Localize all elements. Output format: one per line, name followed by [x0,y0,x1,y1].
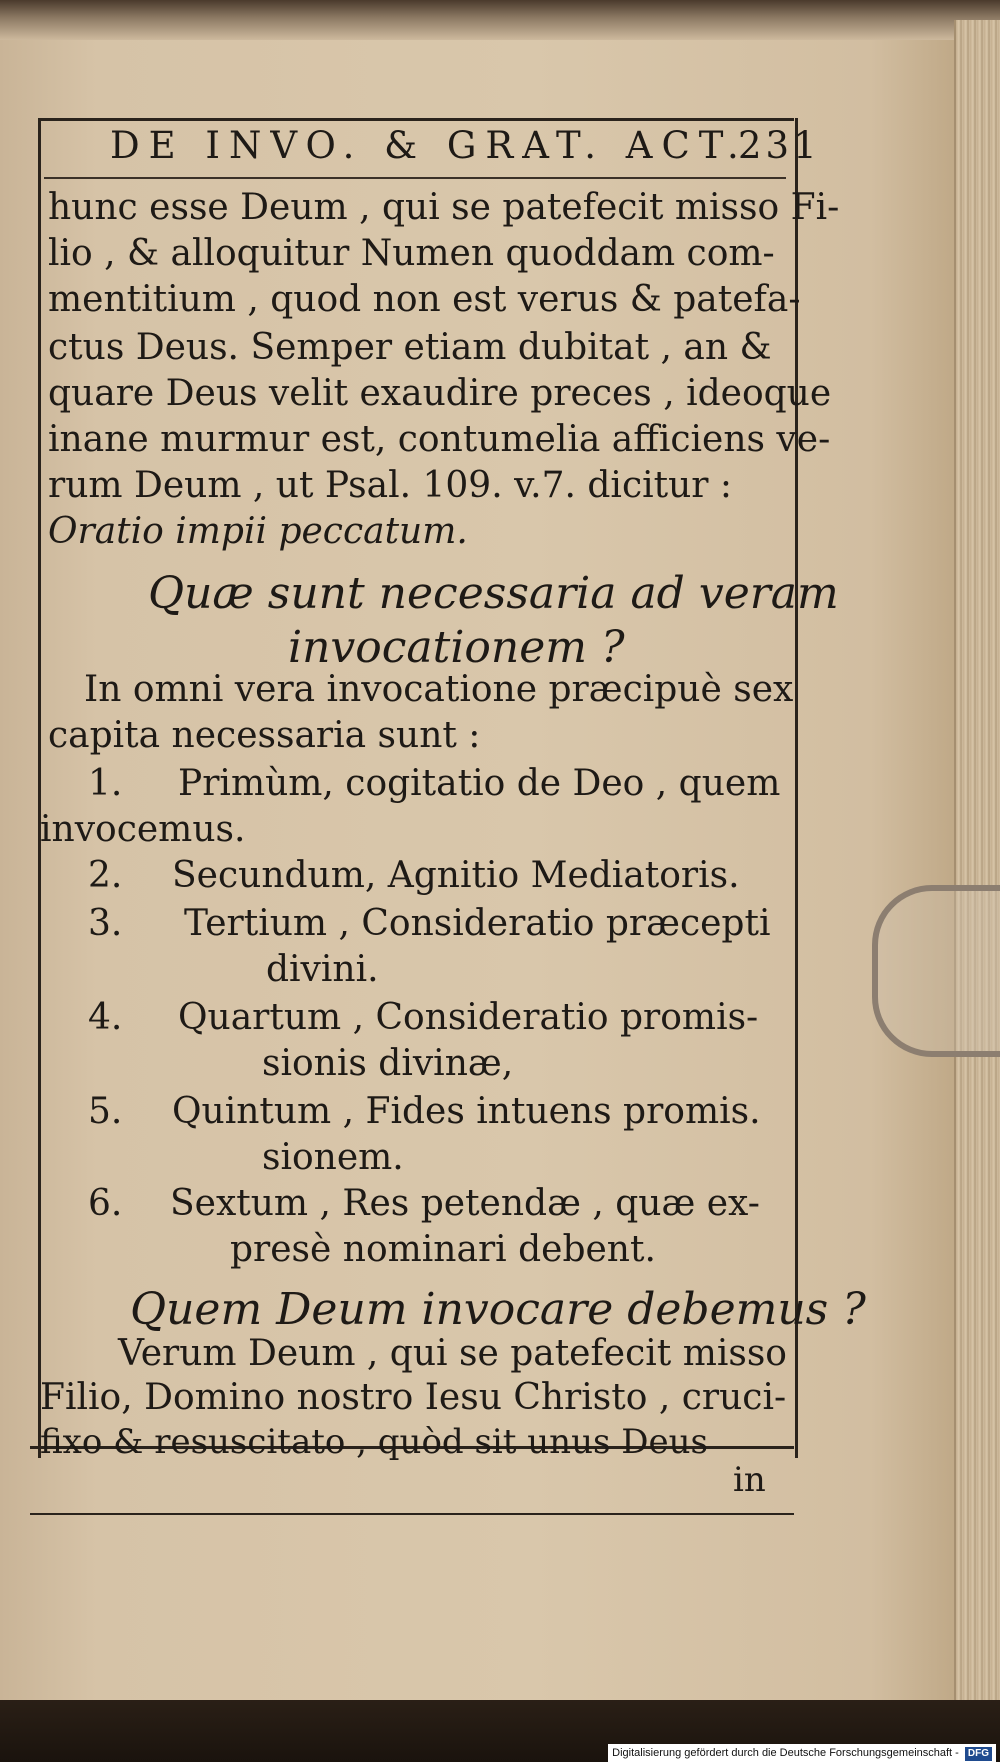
list-number: 2. [88,855,123,896]
list-item-text: sionem. [262,1137,404,1178]
list-item-text: Quintum , Fides intuens promis. [172,1091,761,1132]
section-heading: Quæ sunt necessaria ad veram [148,568,839,619]
list-number: 5. [88,1091,123,1132]
clip-tab [872,885,1000,1057]
text-line: capita necessaria sunt : [48,715,481,756]
page-number: 231 [738,124,821,167]
list-item-text: sionis divinæ, [262,1043,514,1084]
list-number: 3. [88,903,123,944]
text-line: fixo & resuscitato , quòd sit unus Deus [40,1422,708,1462]
catchword: in [733,1460,766,1500]
list-item-text: presè nominari debent. [230,1229,656,1270]
section-heading: invocationem ? [288,622,625,673]
section-heading: Quem Deum invocare debemus ? [130,1284,866,1335]
text-line: quare Deus velit exaudire preces , ideoque [48,373,832,414]
digitization-credit[interactable] [608,1744,996,1762]
text-line: Oratio impii peccatum. [48,511,468,552]
footer-rule-lower [30,1513,794,1515]
header-rule [44,177,786,179]
text-line: hunc esse Deum , qui se patefecit misso Fi- [48,187,840,228]
list-item-text: Quartum , Consideratio promis- [178,997,759,1038]
text-line: mentitium , quod non est verus & patefa- [48,279,801,320]
text-line: In omni vera invocatione præcipuè sex [84,669,794,710]
list-item-text: Tertium , Consideratio præcepti [184,903,771,944]
text-line: ctus Deus. Semper etiam dubitat , an & [48,327,772,368]
credit-text: Digitalisierung gefördert durch die Deutsche Forschungsgemeinschaft - [612,1747,959,1759]
running-head: DE INVO. & GRAT. ACT. [110,124,748,167]
list-item-text: invocemus. [40,809,246,850]
text-line: Verum Deum , qui se patefecit misso [118,1333,787,1374]
list-number: 1. [88,763,123,804]
top-shadow [0,0,1000,40]
text-line: lio , & alloquitur Numen quoddam com- [48,233,775,274]
list-item-text: divini. [266,949,379,990]
page-edges [954,20,1000,1720]
text-line: inane murmur est, contumelia afficiens ve- [48,419,831,460]
list-item-text: Primùm, cogitatio de Deo , quem [178,763,781,804]
text-line: rum Deum , ut Psal. 109. v.7. dicitur : [48,465,733,506]
text-line: Filio, Domino nostro Iesu Christo , cruci- [40,1377,787,1418]
list-item-text: Secundum, Agnitio Mediatoris. [172,855,740,896]
list-number: 6. [88,1183,123,1224]
list-item-text: Sextum , Res petendæ , quæ ex- [170,1183,760,1224]
dfg-logo: DFG [965,1747,992,1761]
list-number: 4. [88,997,123,1038]
